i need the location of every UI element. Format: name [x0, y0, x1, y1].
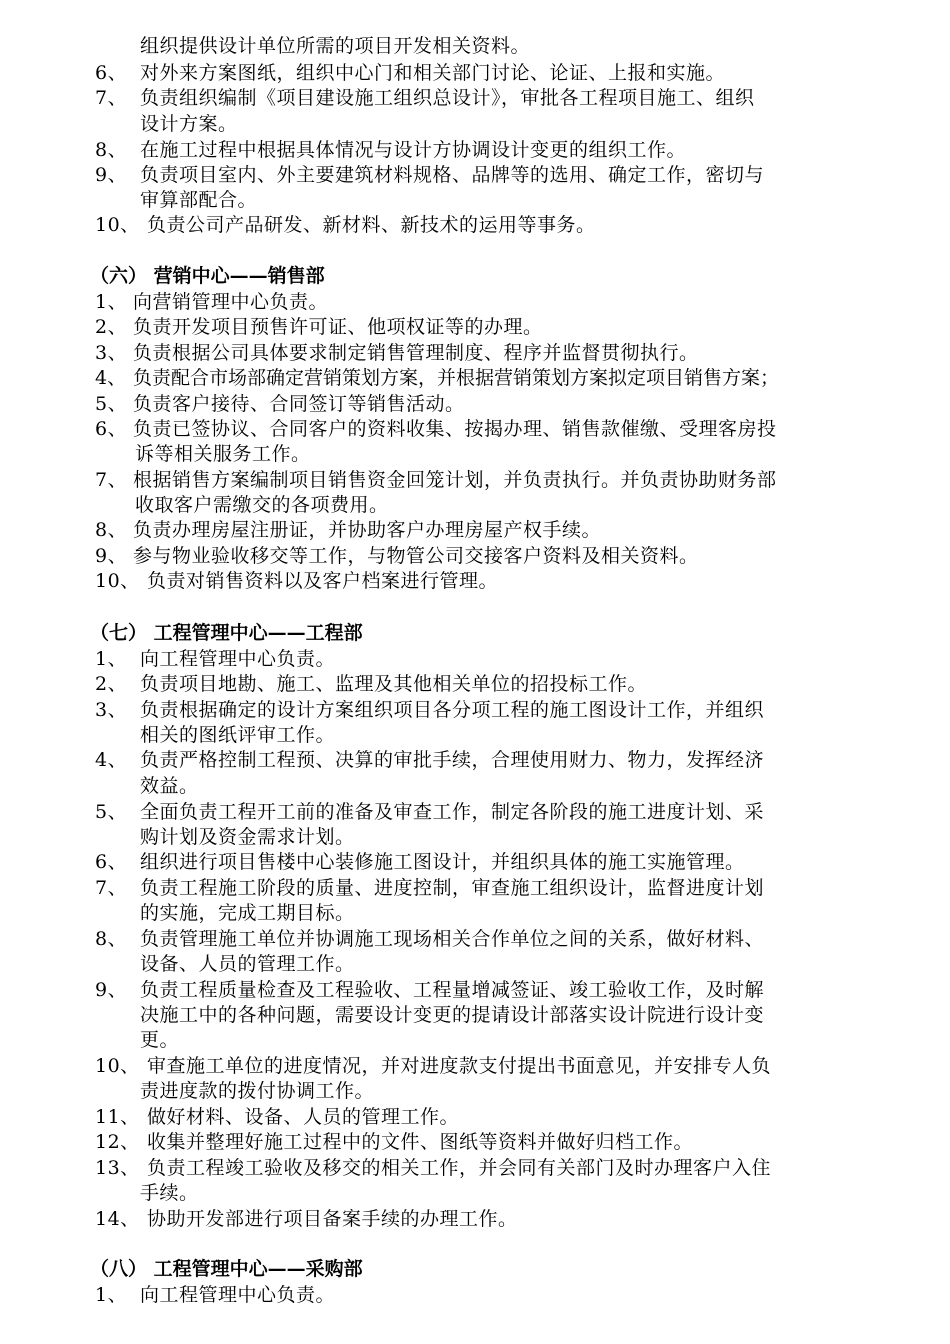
- list-item-continuation: 相关的图纸评审工作。: [140, 724, 336, 746]
- section-heading-engineering: （七） 工程管理中心——工程部: [90, 622, 363, 644]
- list-item: 6、 对外来方案图纸，组织中心门和相关部门讨论、论证、上报和实施。: [95, 62, 726, 84]
- list-item: 14、 协助开发部进行项目备案手续的办理工作。: [95, 1208, 518, 1230]
- list-item: 9、 参与物业验收移交等工作，与物管公司交接客户资料及相关资料。: [95, 545, 699, 567]
- list-item: 1、 向工程管理中心负责。: [95, 1284, 336, 1306]
- list-item: 4、 负责严格控制工程预、决算的审批手续，合理使用财力、物力，发挥经济: [95, 749, 765, 771]
- list-item: 2、 负责开发项目预售许可证、他项权证等的办理。: [95, 316, 543, 338]
- list-item: 10、 审查施工单位的进度情况，并对进度款支付提出书面意见，并安排专人负: [95, 1055, 772, 1077]
- list-item-continuation: 审算部配合。: [140, 189, 258, 211]
- list-item: 1、 向工程管理中心负责。: [95, 648, 336, 670]
- list-item: 8、 负责管理施工单位并协调施工现场相关合作单位之间的关系，做好材料、: [95, 928, 765, 950]
- list-item: 9、 负责工程质量检查及工程验收、工程量增减签证、竣工验收工作，及时解: [95, 979, 765, 1001]
- list-item: 12、 收集并整理好施工过程中的文件、图纸等资料并做好归档工作。: [95, 1131, 694, 1153]
- list-item: 10、 负责公司产品研发、新材料、新技术的运用等事务。: [95, 214, 596, 236]
- list-item-continuation: 责进度款的拨付协调工作。: [140, 1080, 375, 1102]
- list-item: 3、 负责根据公司具体要求制定销售管理制度、程序并监督贯彻执行。: [95, 342, 699, 364]
- list-item: 1、 向营销管理中心负责。: [95, 291, 329, 313]
- list-item: 10、 负责对销售资料以及客户档案进行管理。: [95, 570, 499, 592]
- list-item-continuation: 组织提供设计单位所需的项目开发相关资料。: [140, 35, 531, 57]
- list-item: 7、 负责组织编制《项目建设施工组织总设计》，审批各工程项目施工、组织: [95, 87, 755, 109]
- list-item-continuation: 设计方案。: [140, 113, 238, 135]
- list-item-continuation: 的实施，完成工期目标。: [140, 902, 355, 924]
- list-item: 5、 全面负责工程开工前的准备及审查工作，制定各阶段的施工进度计划、采: [95, 801, 765, 823]
- list-item: 6、 负责已签协议、合同客户的资料收集、按揭办理、销售款催缴、受理客房投: [95, 418, 777, 440]
- section-heading-sales: （六） 营销中心——销售部: [90, 265, 325, 287]
- list-item-continuation: 决施工中的各种问题，需要设计变更的提请设计部落实设计院进行设计变: [140, 1004, 765, 1026]
- list-item: 6、 组织进行项目售楼中心装修施工图设计，并组织具体的施工实施管理。: [95, 851, 745, 873]
- list-item: 9、 负责项目室内、外主要建筑材料规格、品牌等的选用、确定工作，密切与: [95, 164, 765, 186]
- list-item-continuation: 更。: [140, 1029, 180, 1051]
- list-item-continuation: 效益。: [140, 775, 199, 797]
- list-item: 7、 根据销售方案编制项目销售资金回笼计划，并负责执行。并负责协助财务部: [95, 469, 777, 491]
- list-item: 3、 负责根据确定的设计方案组织项目各分项工程的施工图设计工作，并组织: [95, 699, 765, 721]
- list-item: 8、 负责办理房屋注册证，并协助客户办理房屋产权手续。: [95, 519, 602, 541]
- list-item: 8、 在施工过程中根据具体情况与设计方协调设计变更的组织工作。: [95, 139, 687, 161]
- section-heading-procurement: （八） 工程管理中心——采购部: [90, 1258, 363, 1280]
- list-item-continuation: 购计划及资金需求计划。: [140, 826, 355, 848]
- list-item-continuation: 手续。: [140, 1182, 199, 1204]
- list-item: 11、 做好材料、设备、人员的管理工作。: [95, 1106, 460, 1128]
- list-item: 13、 负责工程竣工验收及移交的相关工作，并会同有关部门及时办理客户入住: [95, 1157, 772, 1179]
- list-item-continuation: 设备、人员的管理工作。: [140, 953, 355, 975]
- list-item: 5、 负责客户接待、合同签订等销售活动。: [95, 393, 465, 415]
- list-item-continuation: 诉等相关服务工作。: [135, 443, 311, 465]
- list-item-continuation: 收取客户需缴交的各项费用。: [135, 494, 389, 516]
- list-item: 4、 负责配合市场部确定营销策划方案，并根据营销策划方案拟定项目销售方案；: [95, 367, 780, 389]
- list-item: 7、 负责工程施工阶段的质量、进度控制，审查施工组织设计，监督进度计划: [95, 877, 765, 899]
- list-item: 2、 负责项目地勘、施工、监理及其他相关单位的招投标工作。: [95, 673, 648, 695]
